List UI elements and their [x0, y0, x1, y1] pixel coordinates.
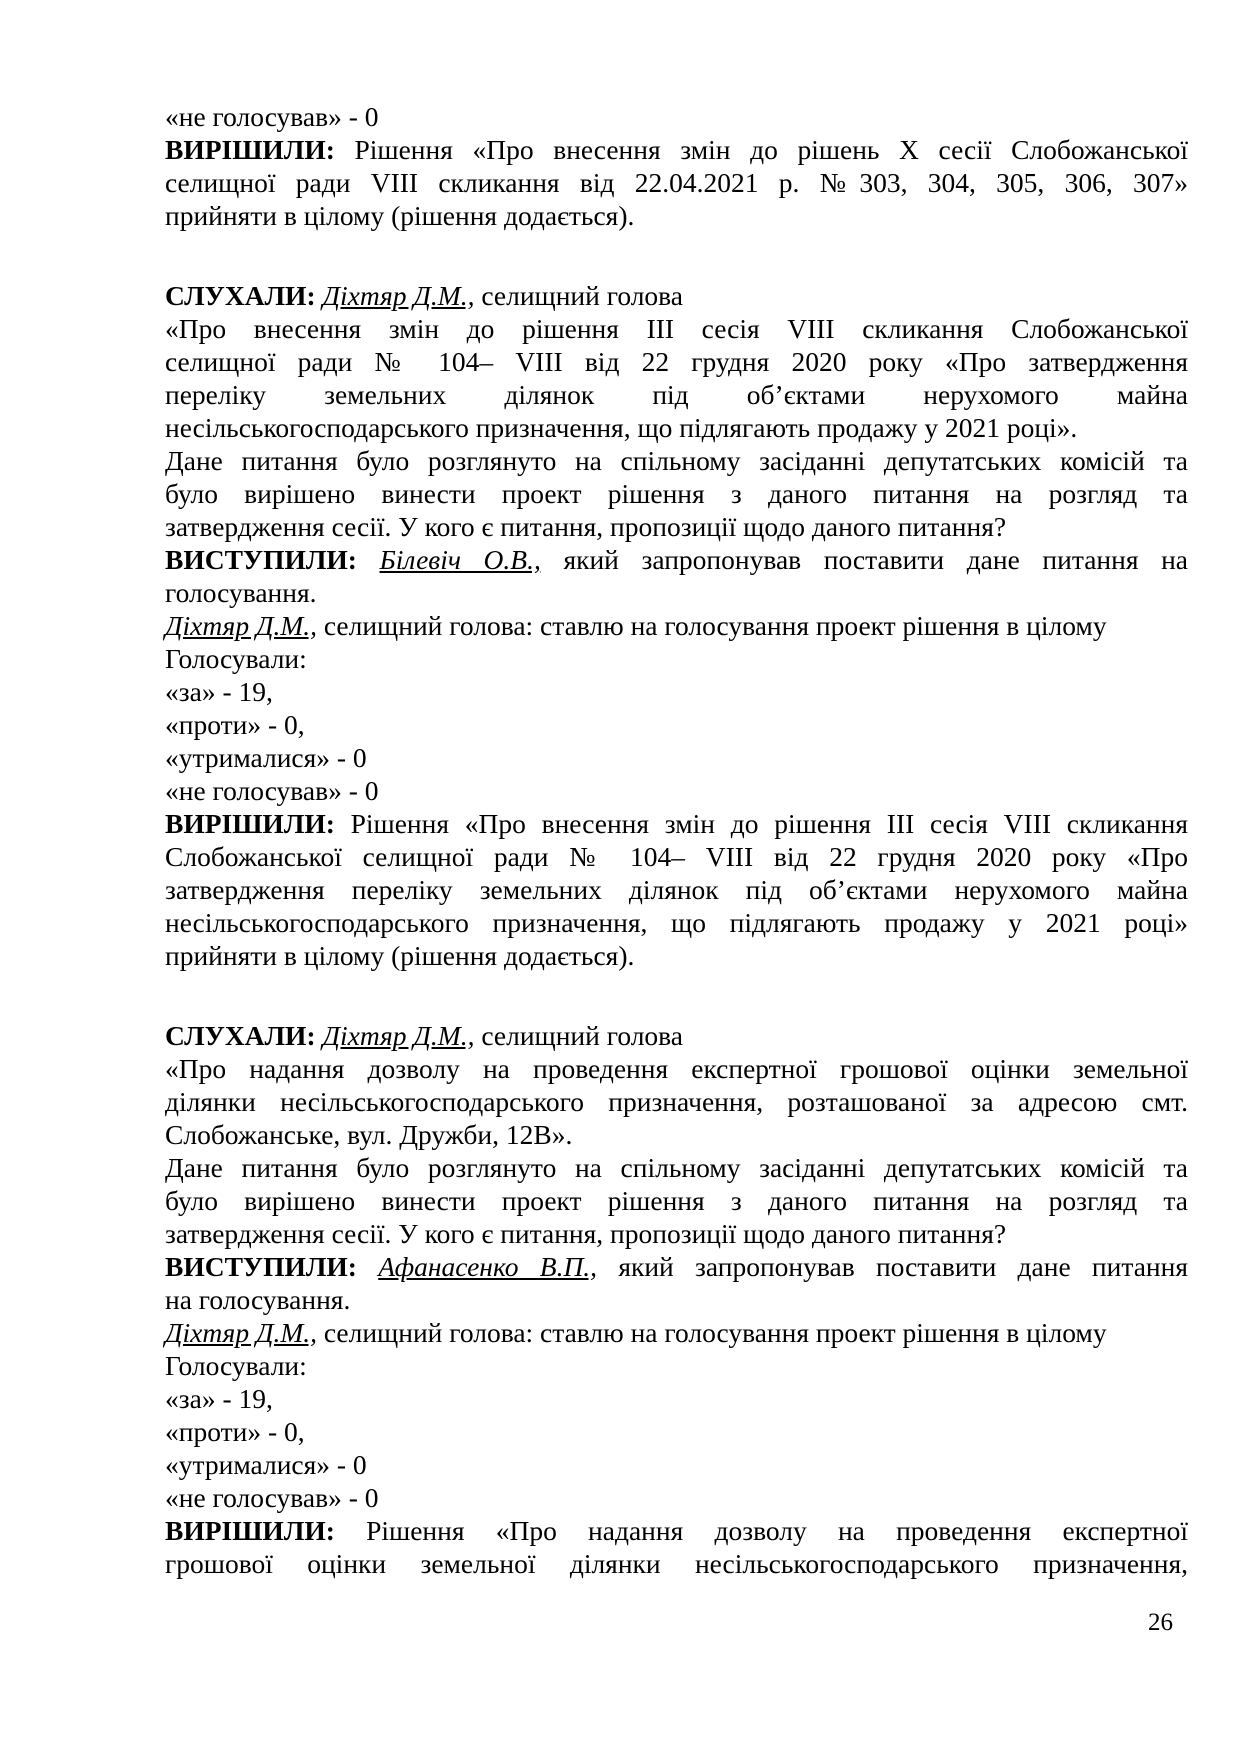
text-line [165, 906, 1188, 939]
text-line [165, 708, 1188, 741]
text-line [165, 642, 1188, 675]
text-line [165, 1052, 1188, 1085]
line-text: «проти» - 0, [165, 1416, 305, 1447]
line-text: грошової оцінки земельної ділянки несільськогосподарського призначення, [165, 1548, 1188, 1579]
line-text: переліку земельних ділянок під об’єктами нерухомого майна [165, 379, 1188, 410]
line-text: «за» - 19, [165, 676, 273, 707]
line-text: затвердження сесії. У кого є питання, пропозиції щодо даного питання? [165, 1218, 1007, 1249]
text-line [165, 1217, 1188, 1250]
text-line [165, 1547, 1188, 1580]
text-line [165, 609, 1188, 642]
speaker-name: Білевіч О.В., [379, 544, 541, 575]
text-line [165, 510, 1188, 543]
line-text: прийняти в цілому (рішення додається). [165, 940, 635, 971]
text-line [165, 100, 1188, 133]
section-label: ВИРІШИЛИ: [165, 1515, 335, 1546]
line-text: «проти» - 0, [165, 709, 305, 740]
text-line [165, 1481, 1188, 1514]
line-text: «за» - 19, [165, 1383, 273, 1414]
line-text: селищний голова [474, 1020, 684, 1051]
spacer [357, 544, 380, 575]
text-line [165, 378, 1188, 411]
text-line [165, 1448, 1188, 1481]
line-text: несільськогосподарського призначення, що підлягають продажу у 2021 році». [165, 412, 1078, 443]
section-label: СЛУХАЛИ: [165, 1020, 316, 1051]
line-text: затвердження сесії. У кого є питання, пропозиції щодо даного питання? [165, 511, 1007, 542]
line-text: ділянки несільськогосподарського призначення, розташованої за адресою смт. [165, 1086, 1188, 1117]
page-number: 26 [1148, 1609, 1173, 1636]
text-line [165, 444, 1188, 477]
text-line [165, 675, 1188, 708]
text-line [165, 133, 1188, 166]
line-text: Рішення «Про надання дозволу на проведення експертної [334, 1515, 1188, 1546]
text-line [165, 411, 1188, 444]
section-label: ВИСТУПИЛИ: [165, 544, 357, 575]
line-text: селищний голова: ставлю на голосування проект рішення в цілому [316, 1317, 1107, 1348]
text-line [165, 1382, 1188, 1415]
text-line [165, 279, 1188, 312]
text-line [165, 1118, 1188, 1151]
text-line [165, 477, 1188, 510]
speaker-name: Діхтяр Д.М., [165, 610, 317, 641]
text-line [165, 1283, 1188, 1316]
speaker-name: Діхтяр Д.М., [322, 1020, 475, 1051]
text-line [165, 840, 1188, 873]
text-line [165, 1019, 1188, 1052]
text-line [165, 741, 1188, 774]
line-text: на голосування. [165, 1284, 351, 1315]
line-text: було вирішено винести проект рішення з даного питання на розгляд та [165, 1185, 1188, 1216]
line-text: «Про надання дозволу на проведення експертної грошової оцінки земельної [165, 1053, 1188, 1084]
speaker-name: Діхтяр Д.М., [322, 280, 475, 311]
line-text: Слобожанської селищної ради № 104– VIII від 22 грудня 2020 року «Про [165, 841, 1188, 872]
text-line [165, 199, 1188, 232]
line-text: Дане питання було розглянуто на спільному засіданні депутатських комісій та [165, 445, 1188, 476]
text-line [165, 1085, 1188, 1118]
section-label: ВИРІШИЛИ: [165, 808, 335, 839]
speaker-name: Діхтяр Д.М., [165, 1317, 317, 1348]
line-text: селищний голова: ставлю на голосування проект рішення в цілому [316, 610, 1107, 641]
line-text: який запропонував поставити дане питання [597, 1251, 1189, 1282]
text-line [165, 807, 1188, 840]
line-text: Рішення «Про внесення змін до рішення III сесія VIII скликання [334, 808, 1188, 839]
text-line [165, 345, 1188, 378]
section-label: СЛУХАЛИ: [165, 280, 316, 311]
line-text: селищний голова [474, 280, 684, 311]
line-text: селищної ради VIII скликання від 22.04.2021 р. №303, 304, 305, 306, 307» [165, 167, 1188, 198]
text-line [165, 1151, 1188, 1184]
text-line [165, 543, 1188, 576]
line-text: Рішення «Про внесення змін до рішень Х сесії Слобожанської [334, 134, 1188, 165]
line-text: «утрималися» - 0 [165, 1449, 367, 1480]
text-line [165, 1349, 1188, 1382]
paragraph-gap [165, 232, 1188, 279]
text-line [165, 1184, 1188, 1217]
speaker-name: Афанасенко В.П., [378, 1251, 598, 1282]
text-line [165, 312, 1188, 345]
text-line [165, 576, 1188, 609]
line-text: Дане питання було розглянуто на спільному засіданні депутатських комісій та [165, 1152, 1188, 1183]
line-text: «Про внесення змін до рішення III сесія VIII скликання Слобожанської [165, 313, 1188, 344]
text-line [165, 774, 1188, 807]
line-text: несільськогосподарського призначення, що підлягають продажу у 2021 році» [165, 907, 1188, 938]
line-text: селищної ради № 104– VIII від 22 грудня 2020 року «Про затвердження [165, 346, 1188, 377]
line-text: «не голосував» - 0 [165, 775, 379, 806]
document-body [165, 100, 1188, 1580]
section-label: ВИРІШИЛИ: [165, 134, 335, 165]
text-line [165, 1415, 1188, 1448]
text-line [165, 939, 1188, 972]
text-line [165, 166, 1188, 199]
line-text: «утрималися» - 0 [165, 742, 367, 773]
line-text: голосування. [165, 577, 317, 608]
line-text: Голосували: [165, 1350, 307, 1381]
text-line [165, 1250, 1188, 1283]
text-line [165, 1316, 1188, 1349]
line-text: Голосували: [165, 643, 307, 674]
line-text: Слобожанське, вул. Дружби, 12В». [165, 1119, 573, 1150]
line-text: «не голосував» - 0 [165, 101, 379, 132]
paragraph-gap [165, 972, 1188, 1019]
line-text: «не голосував» - 0 [165, 1482, 379, 1513]
spacer [357, 1251, 378, 1282]
line-text: було вирішено винести проект рішення з даного питання на розгляд та [165, 478, 1188, 509]
line-text: затвердження переліку земельних ділянок під об’єктами нерухомого майна [165, 874, 1188, 905]
line-text: прийняти в цілому (рішення додається). [165, 200, 635, 231]
line-text: який запропонував поставити дане питання на [540, 544, 1188, 575]
text-line [165, 1514, 1188, 1547]
section-label: ВИСТУПИЛИ: [165, 1251, 357, 1282]
text-line [165, 873, 1188, 906]
